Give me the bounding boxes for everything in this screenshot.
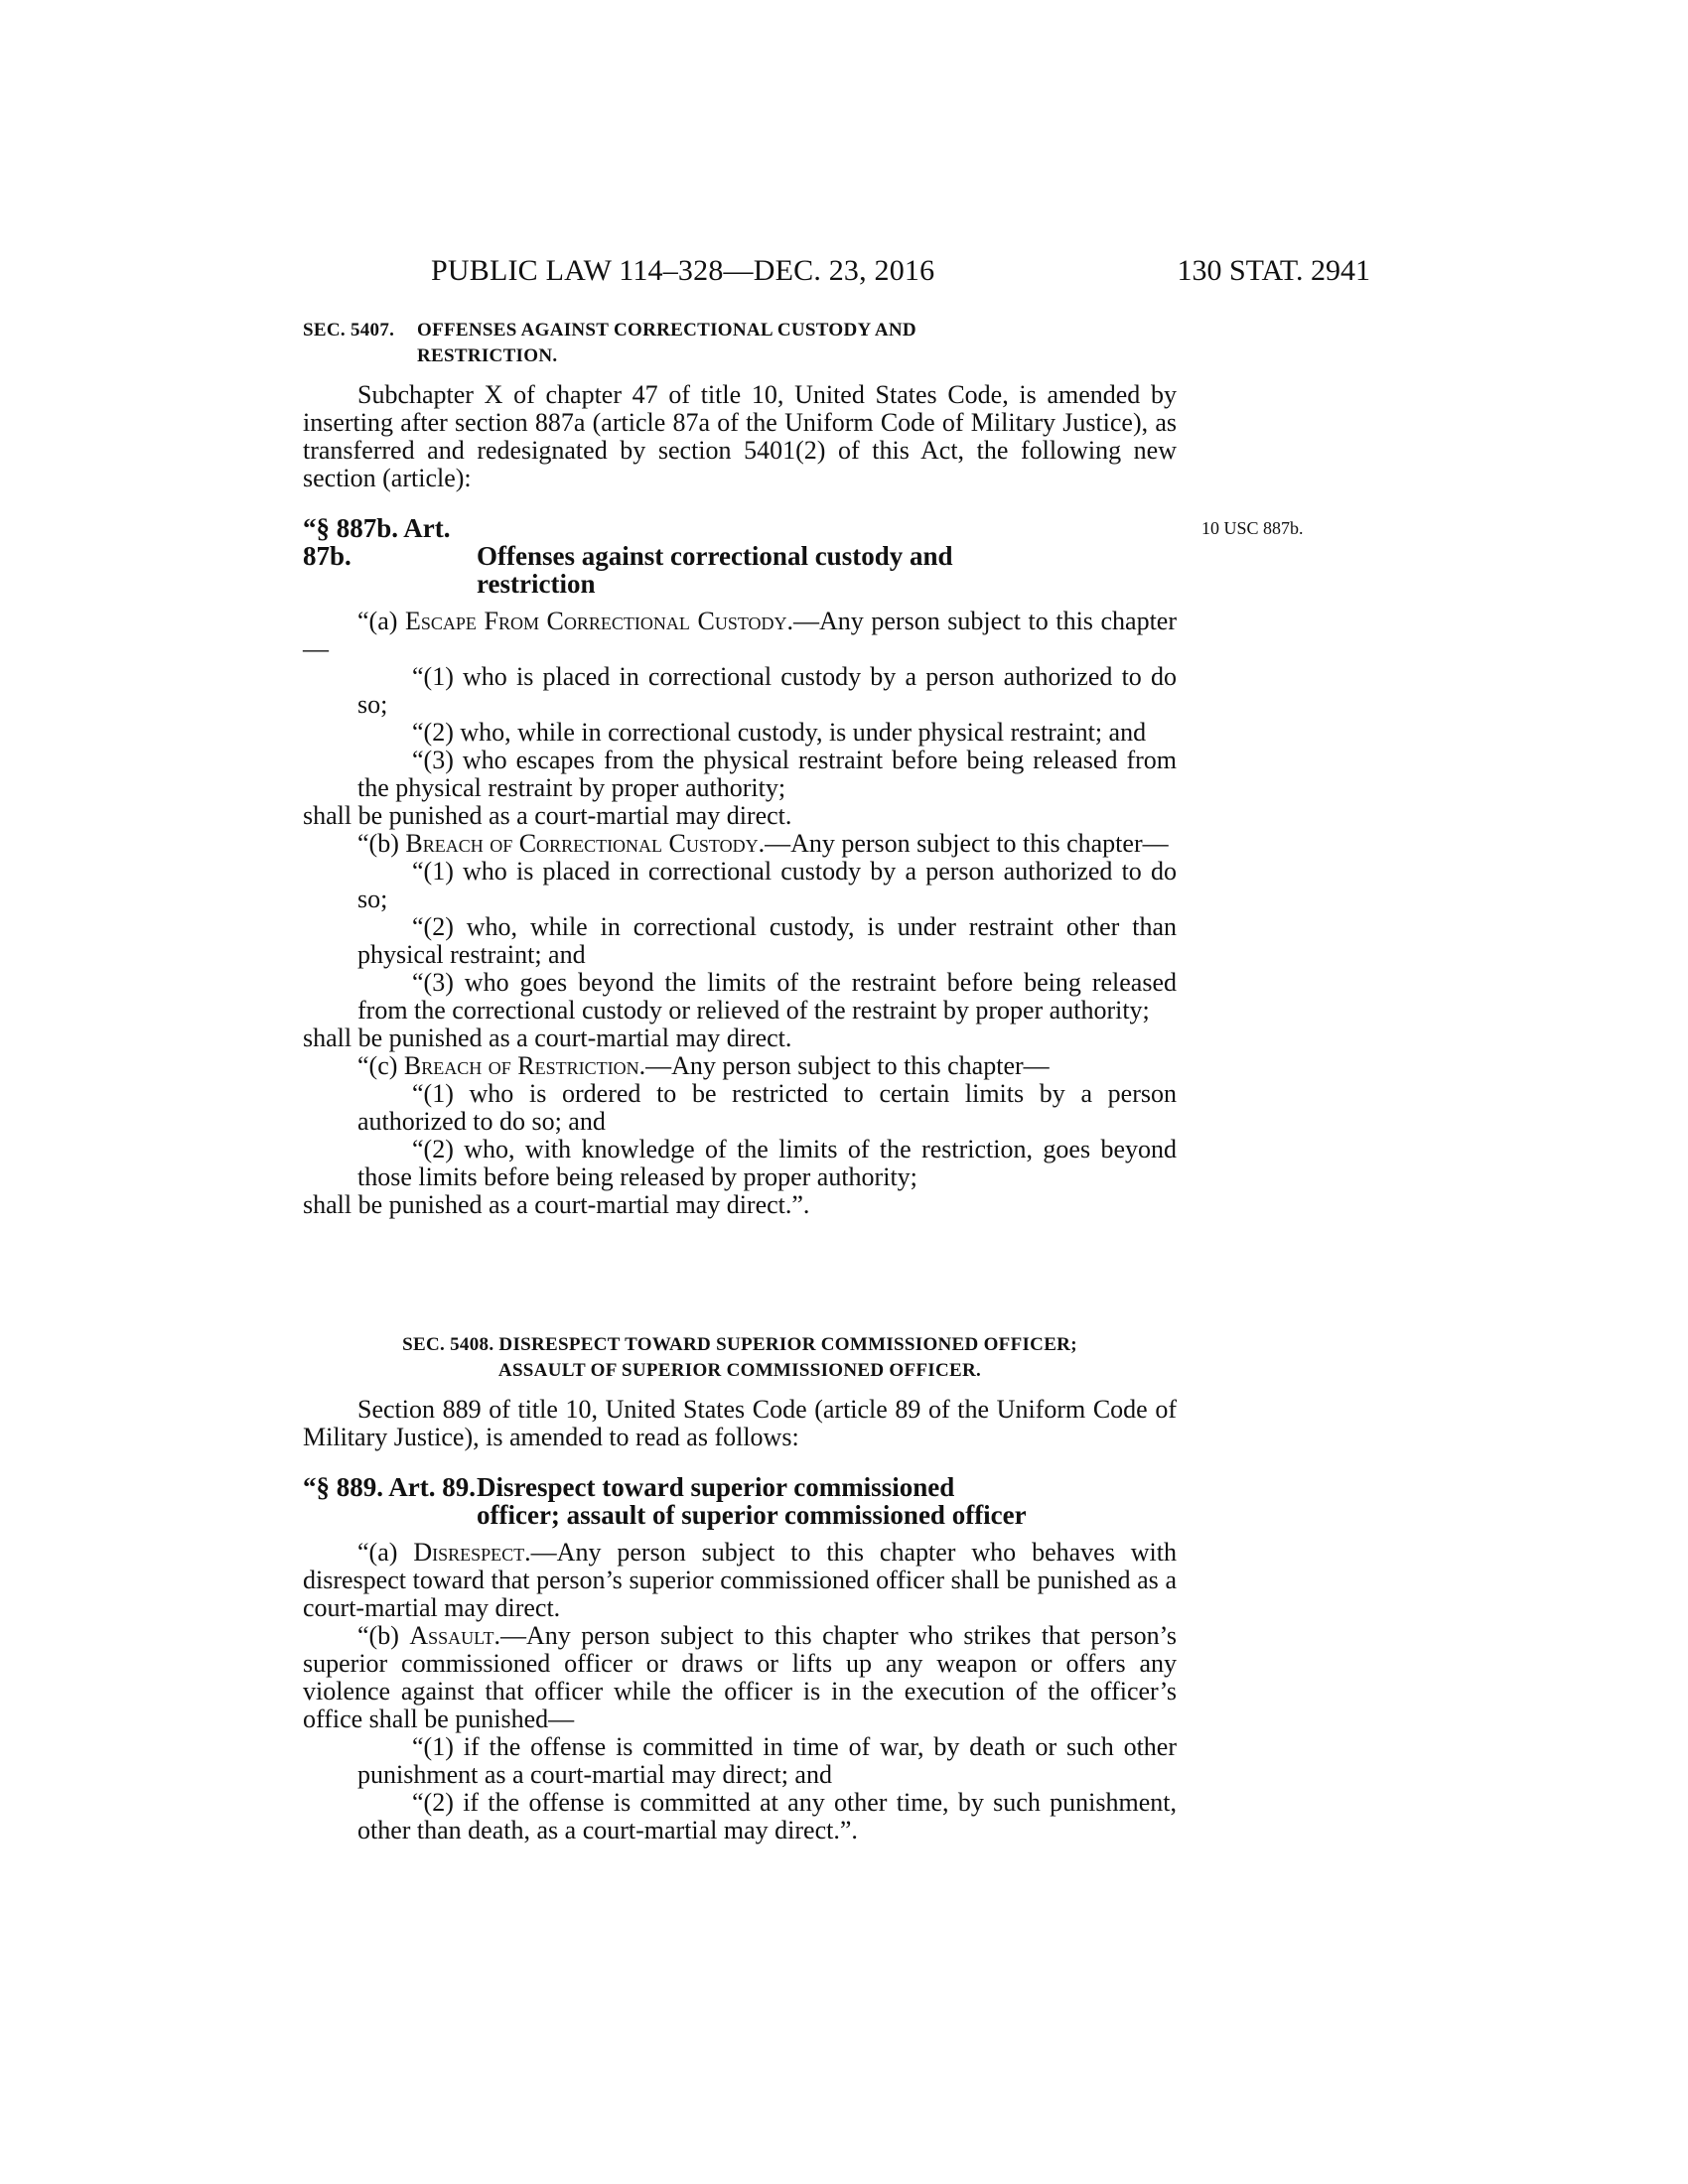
- subsection-c-caption: Breach of Restriction.: [403, 1051, 646, 1080]
- article-87b-title-b: restriction: [477, 569, 596, 599]
- subsection-b-close: shall be punished as a court-martial may direct.: [303, 1024, 792, 1052]
- paragraph-a1: “(1) who is placed in correctional custody by a person authorized to do so;: [357, 662, 1177, 719]
- section-number: SEC. 5407.: [303, 320, 395, 341]
- article-89-heading: [303, 1473, 1177, 1529]
- subsection-c-label: “(c): [357, 1051, 398, 1080]
- art89-subsection-a-text: —Any person subject to this chapter who behaves with disrespect toward that person’s superior commissioned officer shall be punished as a court-martial may direct.: [303, 1538, 1177, 1622]
- art89-paragraph-b1: “(1) if the offense is committed in time of war, by death or such other punishment as a court-martial may direct; and: [357, 1732, 1177, 1789]
- subsection-a-caption: Escape From Correctional Custody.: [405, 607, 794, 635]
- article-87b-mark: “§ 887b. Art. 87b.: [303, 513, 451, 571]
- section-5408-intro: Section 889 of title 10, United States Code (article 89 of the Uniform Code of Military Justice), is amended to read as follows:: [303, 1395, 1177, 1451]
- paragraph-a3: “(3) who escapes from the physical restraint before being released from the physical restraint by proper authority;: [357, 746, 1177, 802]
- art89-subsection-a: [303, 1539, 1177, 1622]
- section-5407-intro: Subchapter X of chapter 47 of title 10, United States Code, is amended by inserting after section 887a (article 87a of the Uniform Code of Military Justice), as transferred and redesignated by section 5401(2) of this Act, the following new section (article):: [303, 380, 1177, 492]
- subsection-a-text: —Any person subject to this chapter—: [303, 607, 1178, 663]
- article-89-title-a: Disrespect toward superior commissioned: [477, 1472, 955, 1502]
- running-head: [308, 254, 1370, 294]
- art89-subsection-a-label: “(a): [357, 1538, 398, 1567]
- subsection-a: [303, 608, 1177, 663]
- paragraph-b1: “(1) who is placed in correctional custody by a person authorized to do so;: [357, 857, 1177, 913]
- section-5408-heading: [303, 1332, 1177, 1384]
- margin-note-usc: 10 USC 887b.: [1201, 518, 1304, 538]
- section-5408: [303, 1332, 1177, 1844]
- public-law-title: PUBLIC LAW 114–328—DEC. 23, 2016: [431, 254, 935, 287]
- subsection-c: [303, 1052, 1177, 1080]
- subsection-b: [303, 830, 1177, 858]
- art89-paragraph-b2: “(2) if the offense is committed at any other time, by such punishment, other than death, as a court-martial may direct.”.: [357, 1788, 1177, 1844]
- subsection-a-close: shall be punished as a court-martial may direct.: [303, 801, 792, 830]
- section-5408-heading-line1: SEC. 5408. DISRESPECT TOWARD SUPERIOR COMMISSIONED OFFICER;: [402, 1334, 1077, 1355]
- subsection-a-label: “(a): [357, 607, 398, 635]
- art89-subsection-b-label: “(b): [357, 1621, 399, 1650]
- subsection-b-caption: Breach of Correctional Custody.: [405, 829, 766, 858]
- paragraph-c1: “(1) who is ordered to be restricted to certain limits by a person authorized to do so; and: [357, 1079, 1177, 1136]
- section-heading-line2: RESTRICTION.: [417, 345, 558, 366]
- art89-subsection-b: [303, 1622, 1177, 1733]
- paragraph-a2: “(2) who, while in correctional custody, is under physical restraint; and: [412, 718, 1147, 747]
- subsection-b-label: “(b): [357, 829, 399, 858]
- article-89-title-b: officer; assault of superior commissioned officer: [477, 1500, 1027, 1530]
- subsection-b-text: —Any person subject to this chapter—: [765, 829, 1169, 858]
- paragraph-c2: “(2) who, with knowledge of the limits of the restriction, goes beyond those limits before being released by proper authority;: [357, 1135, 1177, 1191]
- article-89-mark: “§ 889. Art. 89.: [303, 1472, 476, 1502]
- subsection-c-close: shall be punished as a court-martial may direct.”.: [303, 1190, 810, 1219]
- subsection-c-text: —Any person subject to this chapter—: [645, 1051, 1050, 1080]
- art89-subsection-b-caption: Assault.: [409, 1621, 501, 1650]
- article-87b-heading: [303, 514, 1177, 598]
- section-5407-heading: [303, 318, 1177, 369]
- section-5407: [303, 318, 1177, 1219]
- section-5408-heading-line2: ASSAULT OF SUPERIOR COMMISSIONED OFFICER.: [497, 1360, 982, 1381]
- art89-subsection-b-text: —Any person subject to this chapter who strikes that person’s superior commissioned officer or draws or lifts up any weapon or offers any violence against that officer while the officer is in the execution of the officer’s office shall be punished—: [303, 1621, 1177, 1733]
- paragraph-b2: “(2) who, while in correctional custody, is under restraint other than physical restraint; and: [357, 912, 1177, 969]
- art89-subsection-a-caption: Disrespect.: [413, 1538, 531, 1567]
- stat-page-number: 130 STAT. 2941: [1177, 254, 1370, 287]
- paragraph-b3: “(3) who goes beyond the limits of the restraint before being released from the correctional custody or relieved of the restraint by proper authority;: [357, 968, 1177, 1024]
- section-heading-line1: OFFENSES AGAINST CORRECTIONAL CUSTODY AND: [417, 320, 916, 341]
- article-87b-title-a: Offenses against correctional custody and: [477, 541, 953, 571]
